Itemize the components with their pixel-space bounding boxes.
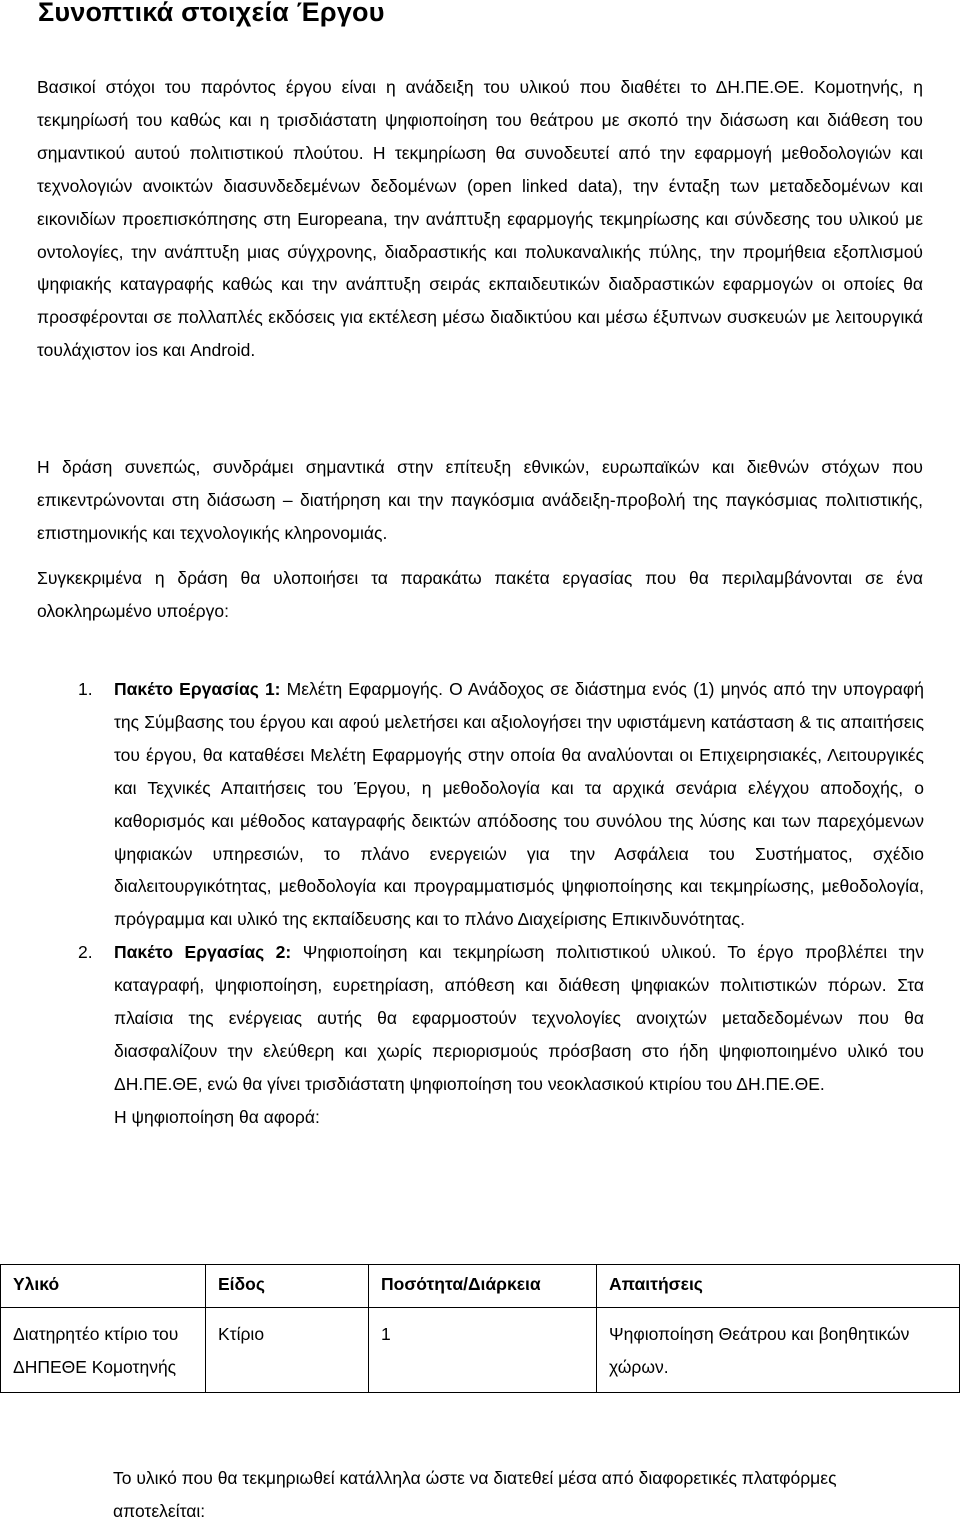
column-header-type: Είδος <box>206 1265 369 1308</box>
column-header-requirements: Απαιτήσεις <box>597 1265 960 1308</box>
column-header-material: Υλικό <box>1 1265 206 1308</box>
work-packages-intro-paragraph: Συγκεκριμένα η δράση θα υλοποιήσει τα παρακάτω πακέτα εργασίας που θα περιλαμβάνονται σε ένα ολοκληρωμένο υποέργο: <box>37 568 923 621</box>
work-package-list <box>70 673 924 1134</box>
closing-paragraph: Το υλικό που θα τεκμηριωθεί κατάλληλα ώστε να διατεθεί μέσα από διαφορετικές πλατφόρμες αποτελείται: <box>113 1468 837 1521</box>
page-title: Συνοπτικά στοιχεία Έργου <box>38 0 385 27</box>
digitization-table <box>0 1264 960 1393</box>
intro-paragraph: Βασικοί στόχοι του παρόντος έργου είναι η ανάδειξη του υλικού που διαθέτει το ΔΗ.ΠΕ.ΘΕ. Κομοτηνής, η τεκμηρίωσή του καθώς και η τρισδιάστατη ψηφιοποίηση του θεάτρου με σκοπό την διάσωση και διάθεση του σημαντικού αυτού πολιτιστικού πλούτου. Η τεκμηρίωση θα συνοδευτεί από την εφαρμογή μεθοδολογιών και τεχνολογιών ανοικτών διασυνδεδεμένων δεδομένων (open linked data), την ένταξη των μεταδεδομένων και εικονιδίων προεπισκόπησης στη Europeana, την ανάπτυξη εφαρμογής τεκμηρίωσης και σύνδεσης του υλικού με οντολογίες, την ανάπτυξη μιας σύγχρονης, διαδραστικής και πολυκαναλικής πύλης, την προμήθεια εξοπλισμού ψηφιακής καταγραφής καθώς και την ανάπτυξη σειράς εκπαιδευτικών διαδραστικών εφαρμογών οι οποίες θα προσφέρονται σε πολλαπλές εκδόσεις για εκτέλεση μέσω διαδικτύου και μέσω έξυπνων συσκευών με λειτουργικά τουλάχιστον ios και Android. <box>37 77 923 361</box>
impact-paragraph: Η δράση συνεπώς, συνδράμει σημαντικά στην επίτευξη εθνικών, ευρωπαϊκών και διεθνών στόχων που επικεντρώνονται στη διάσωση – διατήρηση και την παγκόσμια ανάδειξη-προβολή της παγκόσμιας πολιτιστικής, επιστημονικής και τεχνολογικής κληρονομιάς. <box>37 457 923 543</box>
list-number: 2. <box>78 942 93 963</box>
work-package-subheading: Η ψηφιοποίηση θα αφορά: <box>114 1106 320 1127</box>
table-row <box>1 1308 960 1393</box>
table-header-row <box>1 1265 960 1308</box>
list-number: 1. <box>78 679 93 699</box>
work-package-item <box>70 673 924 936</box>
work-package-heading: Πακέτο Εργασίας 1: <box>114 679 281 699</box>
work-package-body: Μελέτη Εφαρμογής. Ο Ανάδοχος σε διάστημα ενός (1) μηνός από την υπογραφή της Σύμβασης του έργου και αφού μελετήσει και αξιολογήσει την υφιστάμενη κατάσταση & τις απαιτήσεις του έργου, θα καταθέσει Μελέτη Εφαρμογής στην οποία θα αναλύονται οι Επιχειρησιακές, Λειτουργικές και Τεχνικές Απαιτήσεις του Έργου, η μεθοδολογία και τα αρχικά σενάρια ελέγχου αποδοχής, ο καθορισμός και μέθοδος καταγραφής δεικτών απόδοσης του συνόλου της λύσης και των παρεχόμενων ψηφιακών υπηρεσιών, το πλάνο ενεργειών για την Ασφάλεια του Συστήματος, σχέδιο διαλειτουργικότητας, μεθοδολογία και προγραμματισμός ψηφιοποίησης και τεκμηρίωσης, μεθοδολογία, πρόγραμμα και υλικό της εκπαίδευσης και το πλάνο Διαχείρισης Επικινδυνότητας. <box>114 679 924 930</box>
table-cell-quantity: 1 <box>369 1308 597 1393</box>
work-package-body: Ψηφιοποίηση και τεκμηρίωση πολιτιστικού υλικού. Το έργο προβλέπει την καταγραφή, ψηφιοποίηση, ευρετηρίαση, απόθεση και διάθεση ψηφιακών πολιτιστικών πόρων. Στα πλαίσια της ενέργειας αυτής θα εφαρμοστούν τεχνολογίες ανοιχτών μεταδεδομένων που θα διασφαλίζουν την ελεύθερη και χωρίς περιορισμούς πρόσβαση στο ήδη ψηφιοποιημένο υλικό του ΔΗ.ΠΕ.ΘΕ, ενώ θα γίνει τρισδιάστατη ψηφιοποίηση του νεοκλασικού κτιρίου του ΔΗ.ΠΕ.ΘΕ. <box>114 942 924 1094</box>
table-cell-type: Κτίριο <box>206 1308 369 1393</box>
table-cell-material: Διατηρητέο κτίριο του ΔΗΠΕΘΕ Κομοτηνής <box>1 1308 206 1393</box>
work-package-item <box>70 936 924 1133</box>
table-cell-requirements: Ψηφιοποίηση Θεάτρου και βοηθητικών χώρων. <box>597 1308 960 1393</box>
column-header-quantity: Ποσότητα/Διάρκεια <box>369 1265 597 1308</box>
work-package-heading: Πακέτο Εργασίας 2: <box>114 942 292 963</box>
